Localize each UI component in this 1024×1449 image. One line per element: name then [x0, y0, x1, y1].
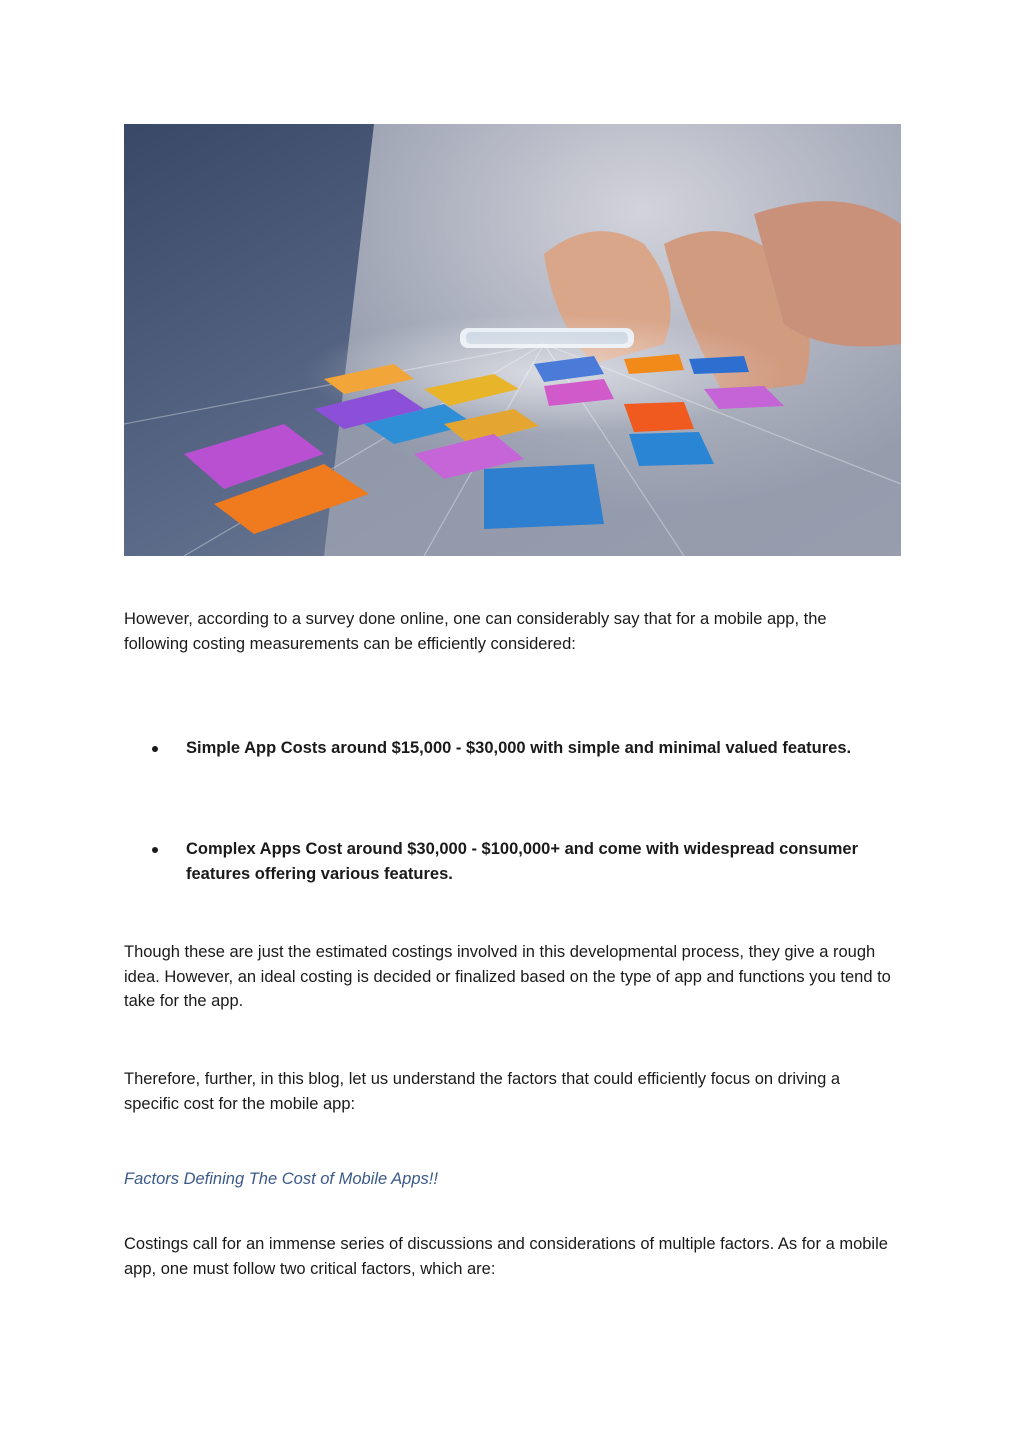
intro-paragraph: However, according to a survey done online, one can considerably say that for a mobile app, the following costing measurements can be efficiently considered:	[124, 610, 827, 653]
bullet-icon	[152, 746, 158, 752]
bullet-icon	[152, 847, 158, 853]
hero-image	[124, 124, 901, 556]
costings-paragraph: Costings call for an immense series of discussions and considerations of multiple factors. As for a mobile app, one must follow two critical factors, which are:	[124, 1235, 888, 1278]
estimate-paragraph: Though these are just the estimated costings involved in this developmental process, they give a rough idea. However, an ideal costing is decided or finalized based on the type of app and functions you tend to take for the app.	[124, 943, 891, 1010]
section-heading: Factors Defining The Cost of Mobile Apps!!	[124, 1170, 438, 1188]
therefore-paragraph: Therefore, further, in this blog, let us understand the factors that could efficiently focus on driving a specific cost for the mobile app:	[124, 1070, 841, 1113]
list-item	[152, 837, 872, 886]
list-item	[152, 736, 872, 761]
list-item-text: Complex Apps Cost around $30,000 - $100,000+ and come with widespread consumer features offering various features.	[186, 840, 858, 883]
list-item-text: Simple App Costs around $15,000 - $30,000 with simple and minimal valued features.	[186, 739, 852, 757]
